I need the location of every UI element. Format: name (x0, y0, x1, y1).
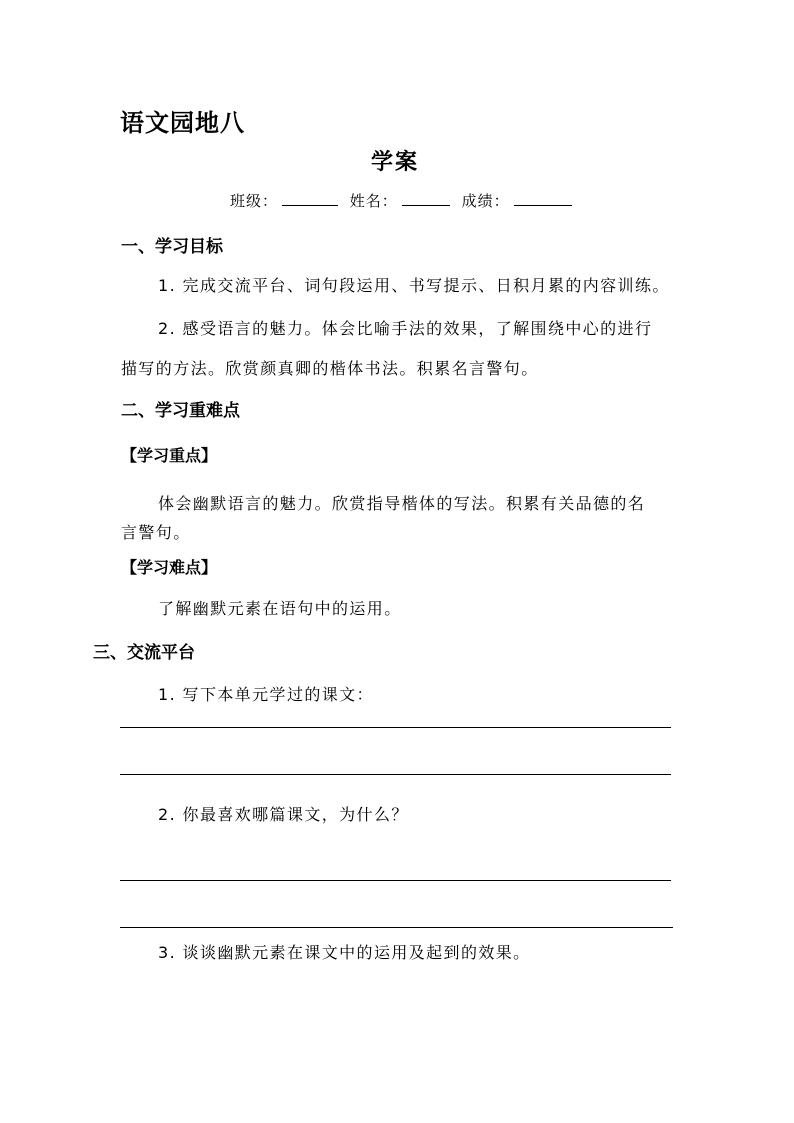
page-subtitle: 学案 (371, 150, 420, 175)
focus-line-2: 言警句。 (121, 523, 191, 542)
section-heading-key-points: 二、学习重难点 (121, 401, 240, 421)
answer-line-2[interactable] (120, 774, 671, 775)
goal-item-1: 1. 完成交流平台、词句段运用、书写提示、日积月累的内容训练。 (158, 276, 670, 295)
name-blank[interactable] (402, 191, 450, 206)
score-label: 成绩： (461, 192, 510, 210)
focus-line-1: 体会幽默语言的魅力。欣赏指导楷体的写法。积累有关品德的名 (158, 494, 646, 513)
difficulty-label: 【学习难点】 (121, 558, 218, 577)
goal-item-2-line-1: 2. 感受语言的魅力。体会比喻手法的效果，了解围绕中心的进行 (158, 319, 653, 338)
goal-item-2-line-2: 描写的方法。欣赏颜真卿的楷体书法。积累名言警句。 (121, 359, 539, 378)
answer-line-3[interactable] (120, 880, 671, 881)
class-blank[interactable] (282, 191, 338, 206)
focus-label: 【学习重点】 (121, 446, 218, 465)
unit-title: 语文园地八 (120, 109, 245, 137)
question-1: 1. 写下本单元学过的课文： (158, 685, 374, 704)
name-label: 姓名： (349, 192, 398, 210)
difficulty-text: 了解幽默元素在语句中的运用。 (158, 599, 402, 618)
answer-line-4[interactable] (120, 927, 673, 928)
section-heading-exchange: 三、交流平台 (93, 643, 195, 663)
section-heading-goals: 一、学习目标 (121, 237, 223, 257)
answer-line-1[interactable] (120, 727, 671, 728)
score-blank[interactable] (514, 191, 572, 206)
question-3: 3. 谈谈幽默元素在课文中的运用及起到的效果。 (158, 943, 531, 962)
class-label: 班级： (230, 192, 279, 210)
student-info-row (230, 190, 578, 211)
question-2: 2. 你最喜欢哪篇课文，为什么？ (158, 805, 409, 824)
